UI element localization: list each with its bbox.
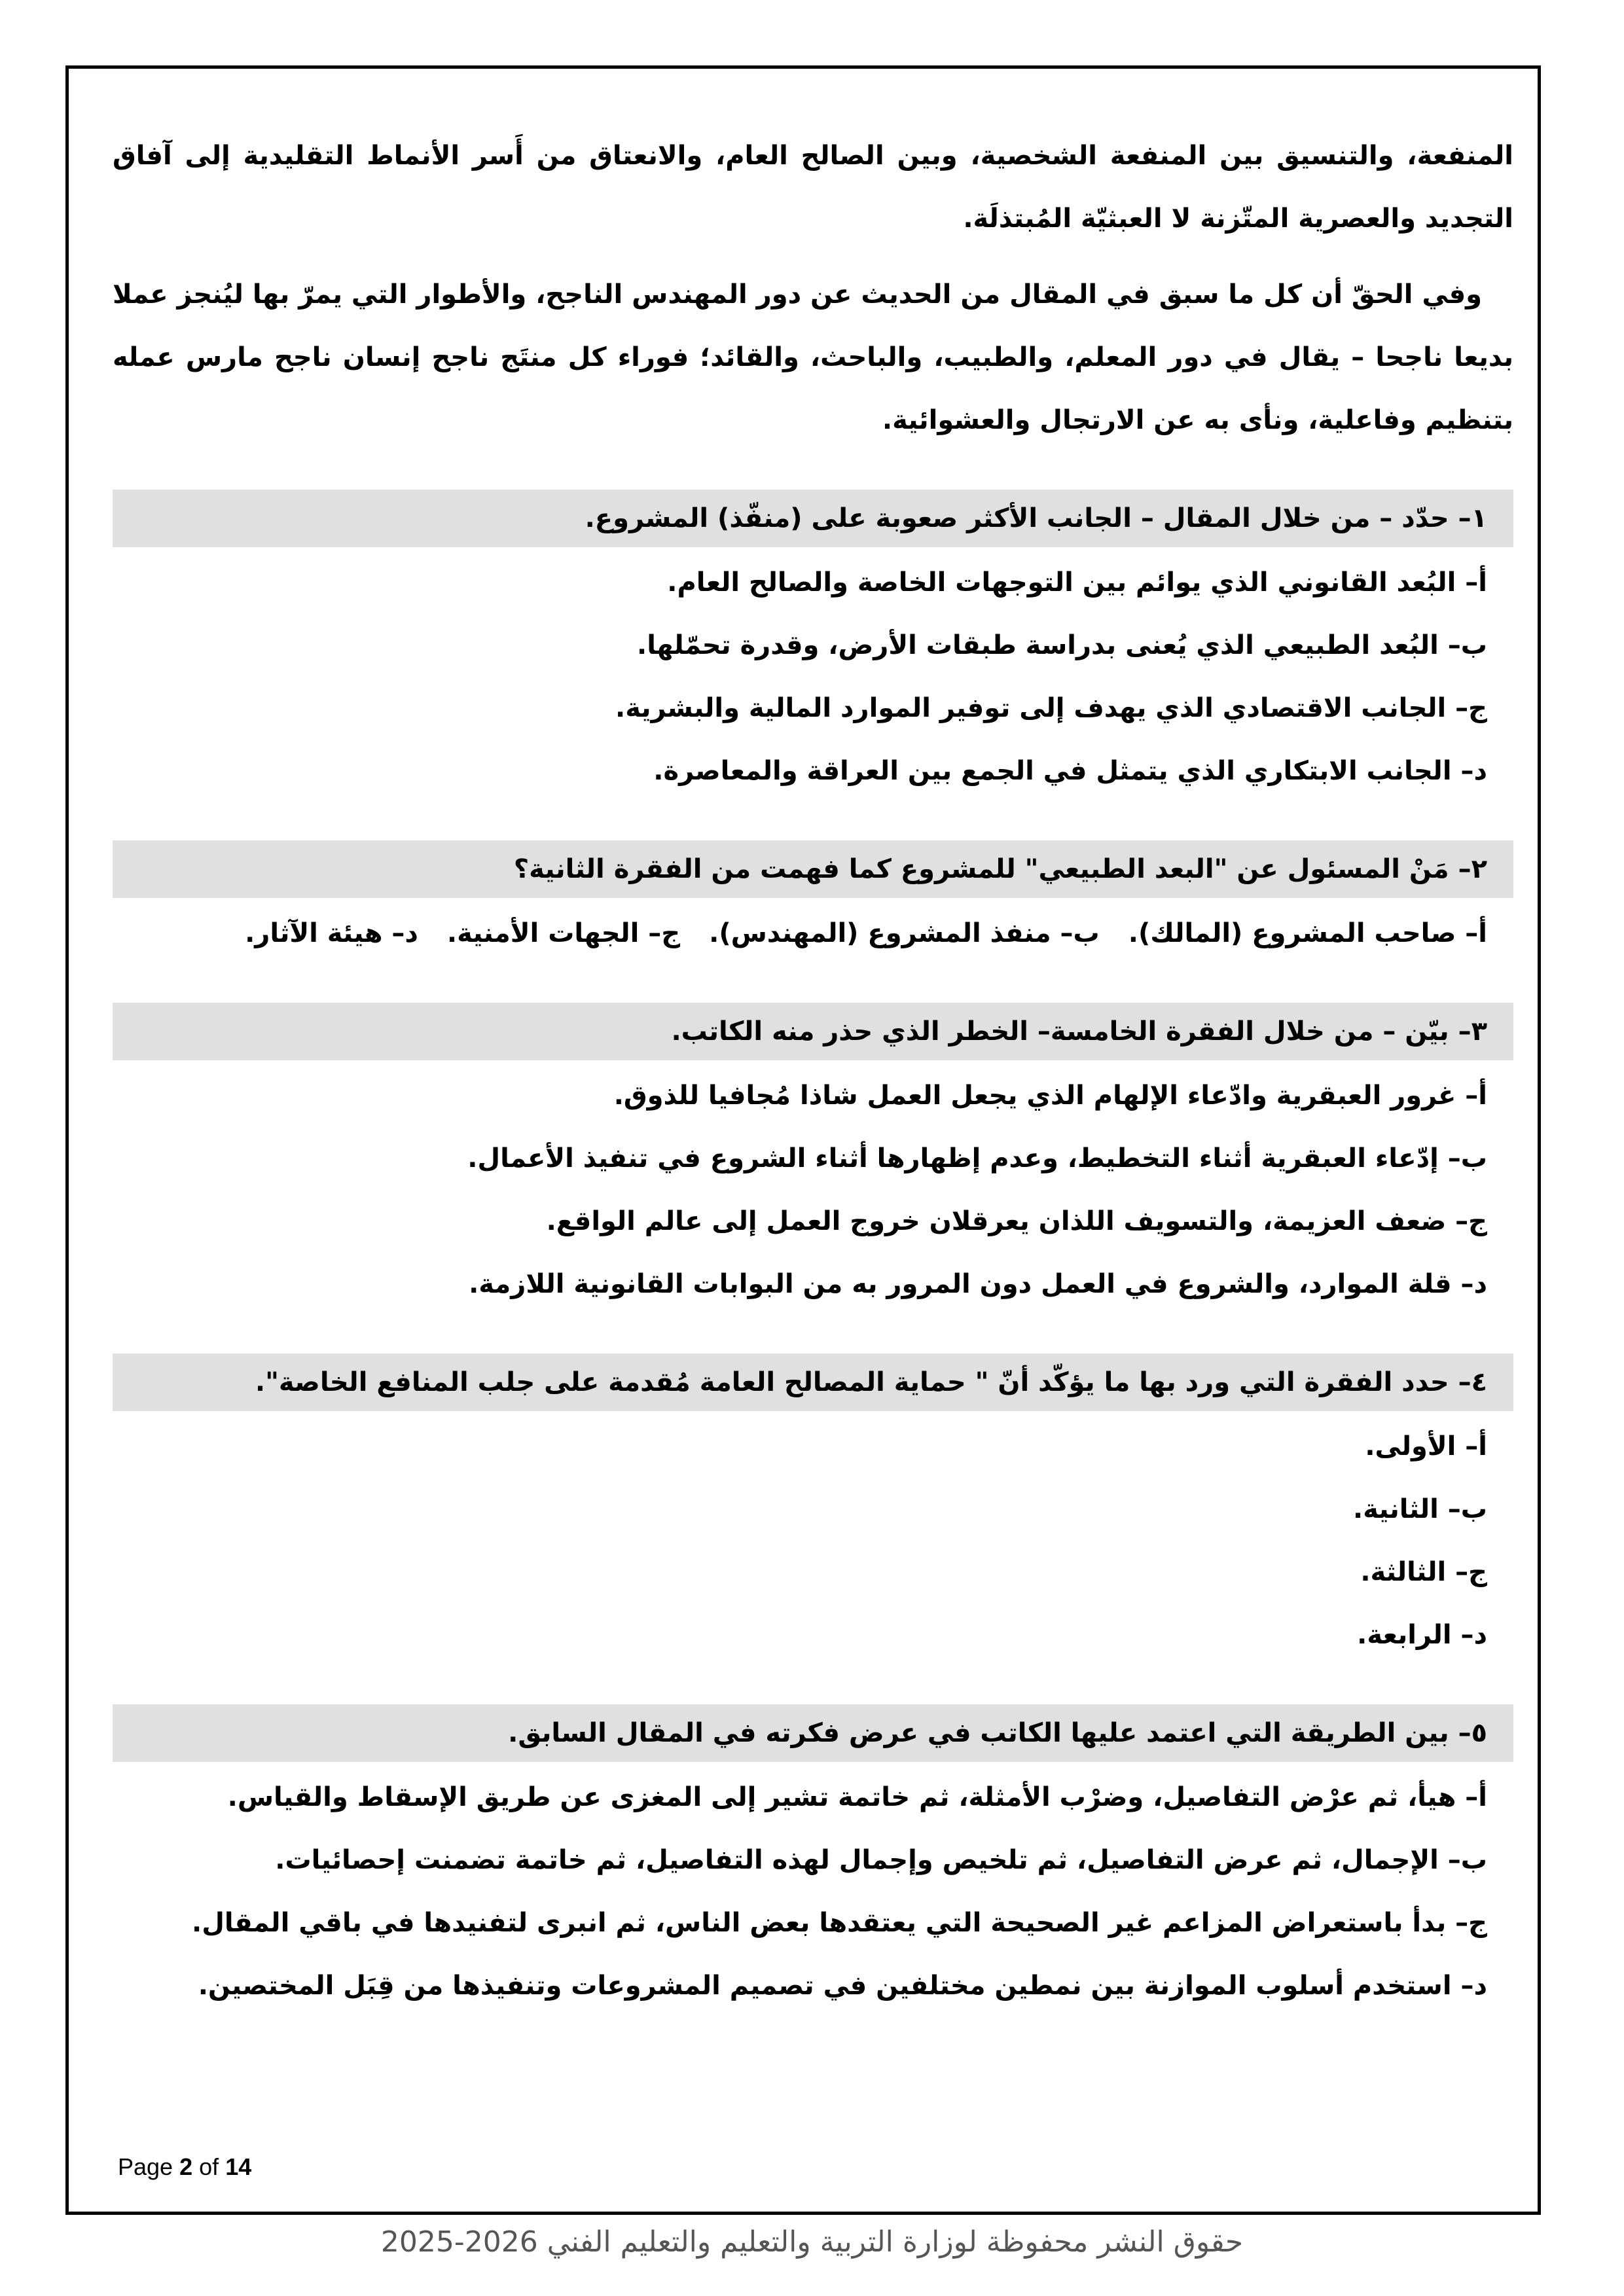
- question-4-options: [113, 1415, 1513, 1666]
- question-5-option-b: ب– الإجمال، ثم عرض التفاصيل، ثم تلخيص وإجمال لهذه التفاصيل، ثم خاتمة تضمنت إحصائيات.: [275, 1845, 1487, 1875]
- question-5: [113, 1704, 1513, 2017]
- question-1-prompt: ١– حدّد – من خلال المقال – الجانب الأكثر صعوبة على (منفّذ) المشروع.: [113, 490, 1513, 547]
- question-3-options: [113, 1064, 1513, 1316]
- question-5-option-c: ج– بدأ باستعراض المزاعم غير الصحيحة التي يعتقدها بعض الناس، ثم انبرى لتفنيدها في باقي المقال.: [192, 1908, 1487, 1938]
- question-1-option-b: ب– البُعد الطبيعي الذي يُعنى بدراسة طبقات الأرض، وقدرة تحمّلها.: [637, 630, 1487, 660]
- question-3-option-c: ج– ضعف العزيمة، والتسويف اللذان يعرقلان خروج العمل إلى عالم الواقع.: [546, 1206, 1487, 1236]
- question-5-option-a: أ– هيأ، ثم عرْض التفاصيل، وضرْب الأمثلة، ثم خاتمة تشير إلى المغزى عن طريق الإسقاط والقياس.: [227, 1782, 1487, 1812]
- page-number: [118, 2153, 251, 2181]
- question-1-option-a: أ– البُعد القانوني الذي يوائم بين التوجهات الخاصة والصالح العام.: [667, 567, 1487, 598]
- question-2-options: [113, 902, 1513, 965]
- page-label: Page: [118, 2153, 173, 2180]
- question-1-option-c: ج– الجانب الاقتصادي الذي يهدف إلى توفير الموارد المالية والبشرية.: [615, 693, 1487, 723]
- question-4-option-a: أ– الأولى.: [1365, 1431, 1487, 1462]
- question-2-option-d: د– هيئة الآثار.: [245, 918, 418, 948]
- question-3-prompt: ٣– بيّن – من خلال الفقرة الخامسة– الخطر الذي حذر منه الكاتب.: [113, 1003, 1513, 1060]
- question-4: [113, 1354, 1513, 1666]
- question-4-option-d: د– الرابعة.: [1357, 1620, 1487, 1650]
- question-5-options: [113, 1766, 1513, 2017]
- page-total: 14: [225, 2153, 252, 2180]
- question-2: [113, 840, 1513, 965]
- question-2-prompt: ٢– مَنْ المسئول عن "البعد الطبيعي" للمشروع كما فهمت من الفقرة الثانية؟: [113, 840, 1513, 898]
- question-2-option-b: ب– منفذ المشروع (المهندس).: [709, 918, 1100, 948]
- question-2-option-c: ج– الجهات الأمنية.: [446, 918, 681, 948]
- question-4-option-c: ج– الثالثة.: [1360, 1557, 1487, 1587]
- question-1-options: [113, 551, 1513, 802]
- page-of: of: [199, 2153, 219, 2180]
- question-1: [113, 490, 1513, 802]
- question-4-prompt: ٤– حدد الفقرة التي ورد بها ما يؤكّد أنّ " حماية المصالح العامة مُقدمة على جلب المنافع الخاصة".: [113, 1354, 1513, 1411]
- question-3-option-d: د– قلة الموارد، والشروع في العمل دون المرور به من البوابات القانونية اللازمة.: [469, 1269, 1487, 1299]
- question-3: [113, 1003, 1513, 1316]
- question-3-option-b: ب– إدّعاء العبقرية أثناء التخطيط، وعدم إظهارها أثناء الشروع في تنفيذ الأعمال.: [467, 1143, 1487, 1174]
- intro-paragraph-1: المنفعة، والتنسيق بين المنفعة الشخصية، وبين الصالح العام، والانعتاق من أَسر الأنماط التقليدية إلى آفاق التجديد والعصرية المتّزنة لا العبثيّة المُبتذلَة.: [113, 141, 1513, 234]
- question-5-option-d: د– استخدم أسلوب الموازنة بين نمطين مختلفين في تصميم المشروعات وتنفيذها من قِبَل المختصين.: [198, 1971, 1487, 2001]
- page-current: 2: [179, 2153, 193, 2180]
- question-1-option-d: د– الجانب الابتكاري الذي يتمثل في الجمع بين العراقة والمعاصرة.: [653, 756, 1487, 786]
- question-5-prompt: ٥– بين الطريقة التي اعتمد عليها الكاتب في عرض فكرته في المقال السابق.: [113, 1704, 1513, 1762]
- intro-paragraph-2: وفي الحقّ أن كل ما سبق في المقال من الحديث عن دور المهندس الناجح، والأطوار التي يمرّ بها ليُنجز عملا بديعا ناجحا – يقال في دور المعلم، والطبيب، والباحث، والقائد؛ فوراء كل منتَج ناجح إنسان ناجح مارس عمله بتنظيم وفاعلية، ونأى به عن الارتجال والعشوائية.: [113, 279, 1513, 435]
- copyright-footer: حقوق النشر محفوظة لوزارة التربية والتعليم والتعليم الفني 2026-2025: [380, 2225, 1244, 2259]
- question-4-option-b: ب– الثانية.: [1353, 1494, 1487, 1524]
- question-2-option-a: أ– صاحب المشروع (المالك).: [1128, 918, 1487, 948]
- document-body: [113, 124, 1513, 2017]
- question-3-option-a: أ– غرور العبقرية وادّعاء الإلهام الذي يجعل العمل شاذا مُجافيا للذوق.: [613, 1081, 1487, 1111]
